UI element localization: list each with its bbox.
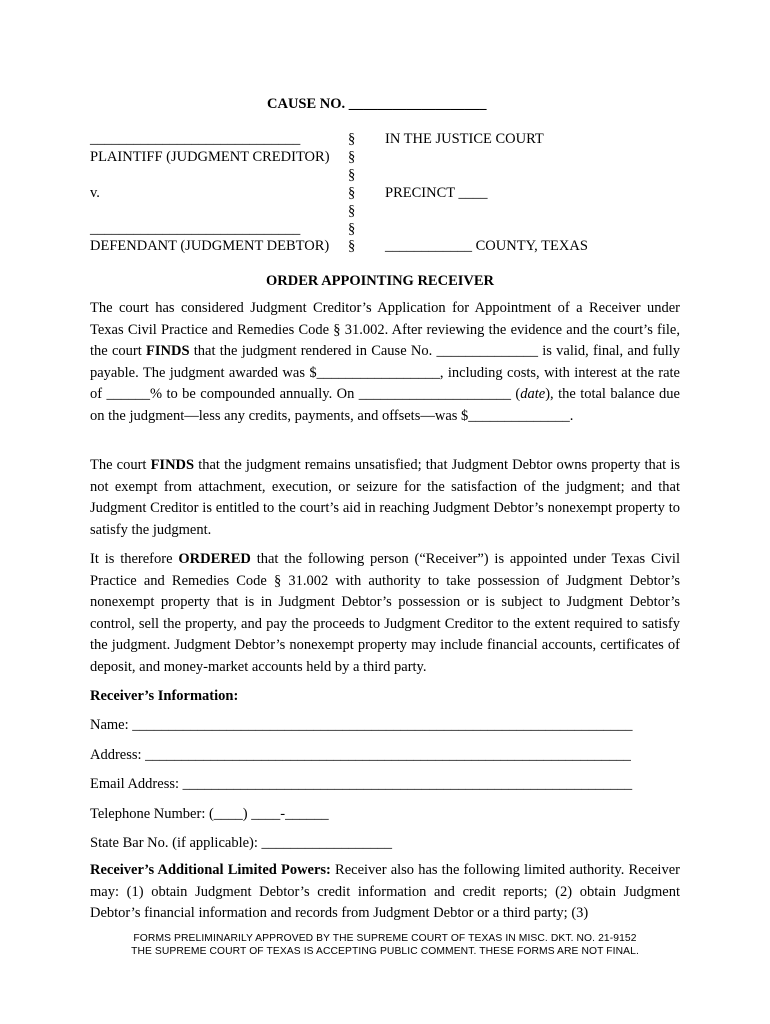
cause-number: CAUSE NO. ___________________ — [267, 96, 487, 112]
findings-paragraph-2 — [90, 455, 680, 541]
date-label: date — [520, 386, 546, 402]
receiver-name-field[interactable]: Name: _____________________________________________________________________ — [90, 717, 633, 733]
paragraph-text: that the judgment rendered in Cause No. ______________ is valid, final, and fully payable. The judgment awarded was $_________________, including costs, with interest at the rate of ______% to be compounded annually. On _____________________ ( — [90, 343, 680, 402]
receiver-email-field[interactable]: Email Address: ______________________________________________________________ — [90, 776, 633, 792]
defendant-label: DEFENDANT (JUDGMENT DEBTOR) — [90, 238, 330, 254]
paragraph-text: It is therefore — [90, 551, 179, 567]
page-footer — [90, 932, 680, 958]
section-mark: § — [348, 238, 356, 254]
section-mark: § — [348, 185, 356, 201]
finds-keyword: FINDS — [146, 343, 190, 359]
section-mark: § — [348, 167, 356, 183]
county-field: ____________ COUNTY, TEXAS — [385, 238, 588, 254]
paragraph-text: that the following person (“Receiver”) is appointed under Texas Civil Practice and Remedies Code § 31.002 with authority to take possession of Judgment Debtor’s nonexempt property that is in Judgment Debtor’s possession or is subject to Judgment Debtor’s control, sell the property, and pay the proceeds to Judgment Creditor to the extent required to satisfy the judgment. Judgment Debtor’s nonexempt property may include financial accounts, certificates of deposit, and money-market accounts held by a third party. — [90, 551, 680, 675]
section-mark: § — [348, 131, 356, 147]
footer-line: THE SUPREME COURT OF TEXAS IS ACCEPTING PUBLIC COMMENT. THESE FORMS ARE NOT FINAL. — [131, 946, 639, 957]
receiver-phone-field[interactable]: Telephone Number: (____) ____-______ — [90, 806, 329, 822]
receiver-info-heading: Receiver’s Information: — [90, 688, 239, 704]
findings-paragraph-1 — [90, 298, 680, 427]
section-mark: § — [348, 149, 356, 165]
ordered-keyword: ORDERED — [178, 551, 251, 567]
paragraph-text: ), the total balance due on the judgment—less any credits, payments, and offsets—was $______________. — [90, 386, 680, 424]
additional-powers-heading: Receiver’s Additional Limited Powers: — [90, 862, 331, 878]
additional-powers-paragraph — [90, 860, 680, 925]
section-mark: § — [348, 221, 356, 237]
paragraph-text: The court has considered Judgment Creditor’s Application for Appointment of a Receiver under Texas Civil Practice and Remedies Code § 31.002. After reviewing the evidence and the court’s file, the court — [90, 300, 680, 359]
receiver-bar-number-field[interactable]: State Bar No. (if applicable): __________________ — [90, 835, 393, 851]
court-name: IN THE JUSTICE COURT — [385, 131, 544, 147]
section-mark: § — [348, 203, 356, 219]
paragraph-text: The court — [90, 457, 151, 473]
finds-keyword: FINDS — [150, 457, 195, 473]
order-paragraph — [90, 549, 680, 678]
receiver-address-field[interactable]: Address: ___________________________________________________________________ — [90, 747, 631, 763]
plaintiff-label: PLAINTIFF (JUDGMENT CREDITOR) — [90, 149, 330, 165]
plaintiff-name-line: _____________________________ — [90, 131, 301, 147]
precinct-field: PRECINCT ____ — [385, 185, 488, 201]
defendant-name-line: _____________________________ — [90, 221, 301, 237]
paragraph-text: Receiver also has the following limited authority. Receiver may: (1) obtain Judgment Debtor’s credit information and credit reports; (2) obtain Judgment Debtor’s financial information and records from Judgment Debtor or a third party; (3) — [90, 862, 680, 921]
order-title: ORDER APPOINTING RECEIVER — [266, 273, 494, 289]
paragraph-text: that the judgment remains unsatisfied; that Judgment Debtor owns property that is not exempt from attachment, execution, or seizure for the satisfaction of the judgment; and that Judgment Creditor is entitled to the court’s aid in reaching Judgment Debtor’s nonexempt property to satisfy the judgment. — [90, 457, 680, 538]
versus-label: v. — [90, 185, 100, 201]
footer-line: FORMS PRELIMINARILY APPROVED BY THE SUPREME COURT OF TEXAS IN MISC. DKT. NO. 21-9152 — [133, 933, 637, 944]
